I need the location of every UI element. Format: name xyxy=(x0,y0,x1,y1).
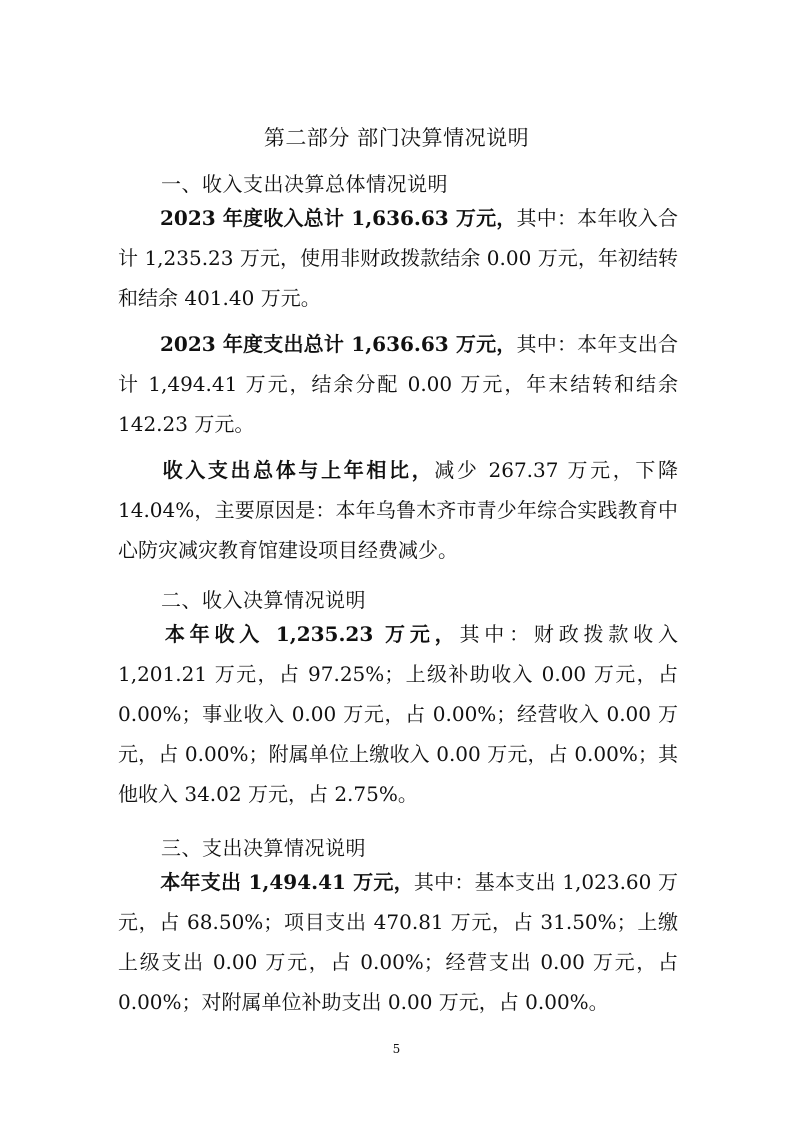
paragraph-body: 其中：基本支出 1,023.60 万元，占 68.50%；项目支出 470.81 万元，占 31.50%；上缴上级支出 0.00 万元，占 0.00%；经营支出 0.00 万元，占 0.00%；对附属单位补助支出 0.00 万元，占 0.00%。 xyxy=(118,870,678,1014)
paragraph-year-comparison xyxy=(118,450,678,570)
paragraph-lead: 本年收入 1,235.23 万元， xyxy=(160,622,460,646)
page-title: 第二部分 部门决算情况说明 xyxy=(263,126,530,150)
paragraph-body: 其中：本年收入合计 1,235.23 万元，使用非财政拨款结余 0.00 万元，年初结转和结余 401.40 万元。 xyxy=(118,206,678,310)
paragraph-lead: 2023 年度收入总计 1,636.63 万元， xyxy=(160,206,517,230)
paragraph-income-detail xyxy=(118,614,678,814)
paragraph-lead: 收入支出总体与上年相比， xyxy=(160,458,435,482)
paragraph-expense-total xyxy=(118,324,678,444)
paragraph-expense-detail xyxy=(118,862,678,1022)
paragraph-income-total xyxy=(118,198,678,318)
page-number: 5 xyxy=(392,1042,401,1056)
paragraph-lead: 2023 年度支出总计 1,636.63 万元， xyxy=(160,332,517,356)
section-heading-income: 二、收入决算情况说明 xyxy=(161,588,366,612)
section-heading-overview: 一、收入支出决算总体情况说明 xyxy=(161,172,448,196)
section-heading-expense: 三、支出决算情况说明 xyxy=(161,836,366,860)
paragraph-body: 减少 267.37 万元，下降 14.04%，主要原因是：本年乌鲁木齐市青少年综合实践教育中心防灾减灾教育馆建设项目经费减少。 xyxy=(118,458,678,562)
paragraph-body: 其中：本年支出合计 1,494.41 万元，结余分配 0.00 万元，年末结转和结余 142.23 万元。 xyxy=(118,332,678,436)
paragraph-body: 其中：财政拨款收入 1,201.21 万元，占 97.25%；上级补助收入 0.00 万元，占 0.00%；事业收入 0.00 万元，占 0.00%；经营收入 0.00 万元，占 0.00%；附属单位上缴收入 0.00 万元，占 0.00%；其他收入 34.02 万元，占 2.75%。 xyxy=(118,622,678,806)
paragraph-lead: 本年支出 1,494.41 万元， xyxy=(160,870,414,894)
